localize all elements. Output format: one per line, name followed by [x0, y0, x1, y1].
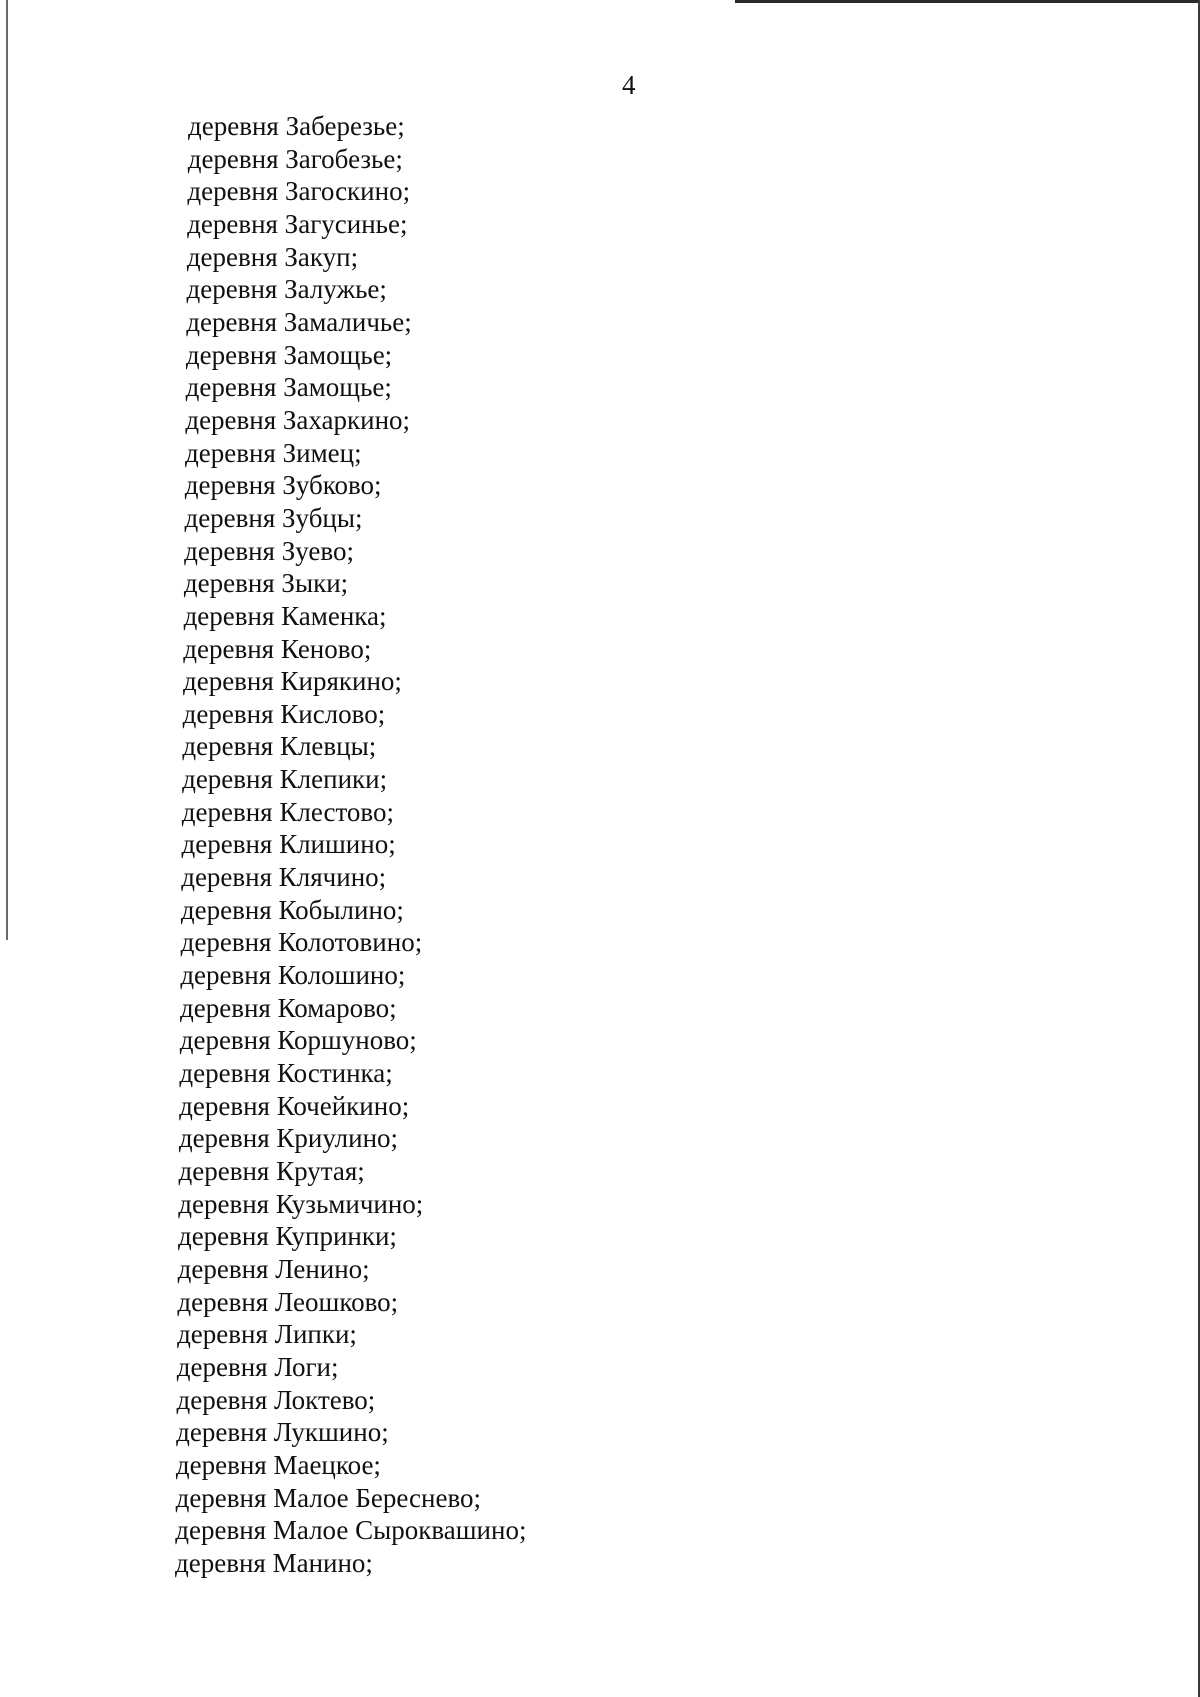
village-list-item: деревня Замощье;: [185, 339, 393, 370]
village-list-item: деревня Клячино;: [181, 862, 387, 893]
village-list-item: деревня Логи;: [176, 1351, 339, 1382]
village-list-item: деревня Локтево;: [176, 1384, 376, 1415]
village-list-item: деревня Клепики;: [182, 764, 388, 795]
village-list-item: деревня Костинка;: [179, 1058, 393, 1089]
village-list-item: деревня Леошково;: [177, 1286, 399, 1317]
village-list-item: деревня Комарово;: [180, 992, 397, 1023]
village-list-item: деревня Закуп;: [186, 241, 359, 272]
village-list-item: деревня Кобылино;: [180, 894, 404, 925]
village-list-item: деревня Кирякино;: [182, 666, 402, 697]
village-list-item: деревня Загусинье;: [187, 208, 408, 239]
village-list-item: деревня Маецкое;: [175, 1449, 381, 1480]
village-list-item: деревня Малое Береснево;: [175, 1482, 482, 1513]
village-list-item: деревня Зубцы;: [184, 502, 363, 533]
village-list-item: деревня Малое Сыроквашино;: [175, 1515, 527, 1546]
village-list-item: деревня Криулино;: [178, 1123, 399, 1154]
village-list-item: деревня Лукшино;: [176, 1417, 389, 1448]
village-list-item: деревня Замаличье;: [186, 306, 412, 337]
village-list-item: деревня Коршуново;: [179, 1025, 417, 1056]
village-list-item: деревня Манино;: [175, 1547, 373, 1578]
village-list-item: деревня Клестово;: [181, 796, 394, 827]
village-list-item: деревня Кеново;: [183, 633, 372, 664]
village-list-item: деревня Кузьмичино;: [178, 1188, 424, 1219]
village-list-item: деревня Зуево;: [184, 535, 354, 566]
village-list-item: деревня Заберезье;: [188, 111, 405, 141]
page-number: 4: [622, 70, 636, 100]
village-list-item: деревня Замощье;: [185, 372, 392, 403]
village-list-item: деревня Загоскино;: [187, 176, 411, 207]
scan-edge-top: [735, 0, 1200, 3]
village-list-item: деревня Купринки;: [177, 1221, 397, 1252]
village-list-item: деревня Зыки;: [183, 568, 349, 599]
village-list-item: деревня Загобезье;: [187, 143, 403, 174]
village-list-item: деревня Залужье;: [186, 274, 387, 305]
village-list-item: деревня Захаркино;: [185, 404, 411, 435]
village-list-item: деревня Липки;: [177, 1319, 357, 1350]
village-list-item: деревня Колотовино;: [180, 927, 423, 958]
village-list-item: деревня Кочейкино;: [179, 1090, 410, 1121]
village-list-item: деревня Каменка;: [183, 600, 387, 631]
village-list-item: деревня Кислово;: [182, 698, 386, 729]
village-list-item: деревня Ленино;: [177, 1253, 370, 1284]
village-list-item: деревня Крутая;: [178, 1156, 365, 1186]
village-list-item: деревня Колошино;: [180, 960, 406, 991]
village-list-item: деревня Зимец;: [185, 437, 362, 468]
village-list-item: деревня Клишино;: [181, 829, 396, 860]
village-list-item: деревня Клевцы;: [182, 731, 377, 762]
village-list-item: деревня Зубково;: [184, 470, 382, 501]
village-list: [0, 110, 526, 1580]
